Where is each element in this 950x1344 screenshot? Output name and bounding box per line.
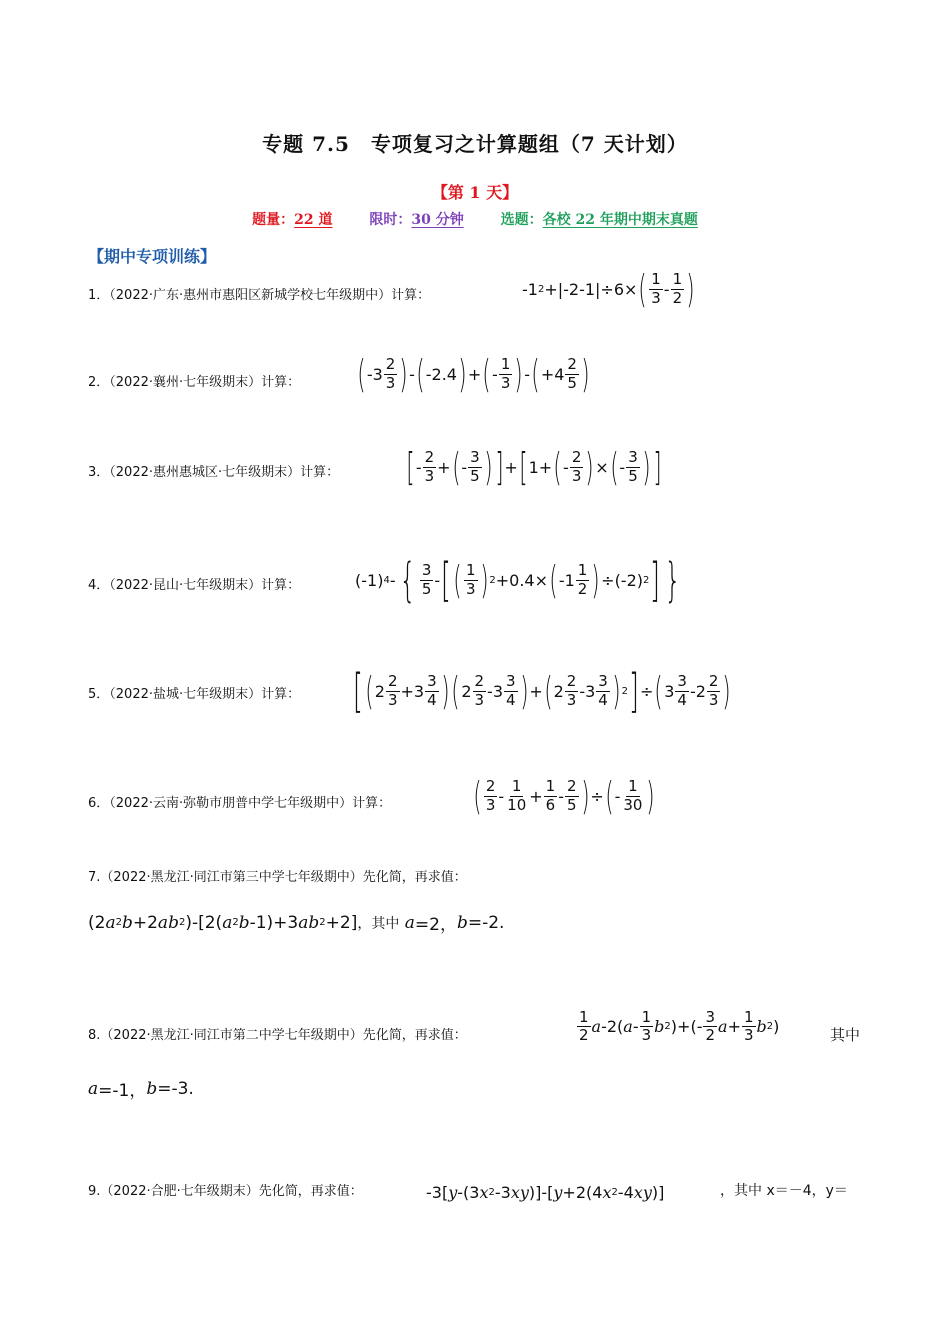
question-count: 题量：22 道: [252, 212, 333, 228]
question-6: 6．（2022·云南·弥勒市朋普中学七年级期中）计算：: [88, 796, 392, 811]
question-4-expression: (-1) 4 - { $\frac{3}{5}$ - [ ( $\frac{1}{3}$ ) 2 +0.4× ( -1 $\frac{1}{2}$ ) ÷(-2) 2 ] }: [355, 553, 682, 607]
meta-line: [0, 209, 950, 229]
question-1-expression: -1 2 +|-2-1|÷6× ( $\frac{1}{3}$ - $\frac{1}{2}$ ): [522, 267, 695, 311]
question-source: 选题：各校 22 年期中期末真题: [500, 212, 698, 228]
day-label: 【第 1 天】: [431, 183, 519, 202]
question-9-condition-text: ，其中 x＝－4，y＝: [720, 1183, 848, 1199]
question-7-expression: (2 a 2 b +2 a b 2 )-[2( a 2 b -1)+3 a b 2 +2] ，其中 a =2， b =-2.: [88, 912, 505, 935]
question-3-expression: [ - $\frac{2}{3}$ + ( - $\frac{3}{5}$ ) ] + [ 1+ ( - $\frac{2}{3}$ ) × ( - $\frac{3}{5}$ ) ]: [406, 445, 662, 489]
question-1: 1．（2022·广东·惠州市惠阳区新城学校七年级期中）计算：: [88, 288, 431, 303]
section-title: 【期中专项训练】: [88, 247, 217, 266]
question-2-expression: ( -3 $\frac{2}{3}$ ) - ( -2.4 ) + ( - $\frac{1}{3}$ ) - ( +4 $\frac{2}{5}$ ): [357, 352, 590, 396]
page-title: 专题 7.5 专项复习之计算题组（7 天计划）: [262, 132, 688, 156]
question-7: 7.（2022·黑龙江·同江市第三中学七年级期中）先化简，再求值：: [88, 870, 467, 885]
question-8-expression: $\frac{1}{2}$ a -2( a - $\frac{1}{3}$ b 2 )+(- $\frac{3}{2}$ a + $\frac{1}{3}$ b 2 ): [579, 1008, 780, 1045]
question-3: 3．（2022·惠州惠城区·七年级期末）计算：: [88, 465, 340, 480]
question-8-values: a =-1， b =-3.: [88, 1078, 194, 1101]
question-7-condition-text: ，其中: [357, 915, 400, 932]
time-limit: 限时：30 分钟: [369, 212, 464, 228]
question-4: 4．（2022·昆山·七年级期末）计算：: [88, 578, 301, 593]
question-9-expression: -3[ y -(3 x 2 -3 xy )]-[ y +2(4 x 2 -4 xy )]: [426, 1183, 665, 1202]
question-6-expression: ( $\frac{2}{3}$ - $\frac{1}{10}$ + $\frac{1}{6}$ - $\frac{2}{5}$ ) ÷ ( - $\frac{1}{30}$ ): [473, 774, 655, 818]
question-8-condition-text: 其中: [830, 1026, 861, 1044]
question-2: 2．（2022·襄州·七年级期末）计算：: [88, 375, 301, 390]
question-5-expression: [ ( 2 $\frac{2}{3}$ +3 $\frac{3}{4}$ ) ( 2 $\frac{2}{3}$ -3 $\frac{3}{4}$ ) + ( 2 $\frac{2}{3}$ -3 $\frac{3}{4}$ ) 2 ] ÷ ( 3 $\frac{3}{4}$ -2 $\frac{2}{3}$ ): [353, 664, 731, 718]
question-9: 9.（2022·合肥·七年级期末）先化简，再求值：: [88, 1184, 363, 1199]
question-8: 8.（2022·黑龙江·同江市第二中学七年级期中）先化简，再求值：: [88, 1028, 467, 1043]
question-5: 5．（2022·盐城·七年级期末）计算：: [88, 687, 301, 702]
